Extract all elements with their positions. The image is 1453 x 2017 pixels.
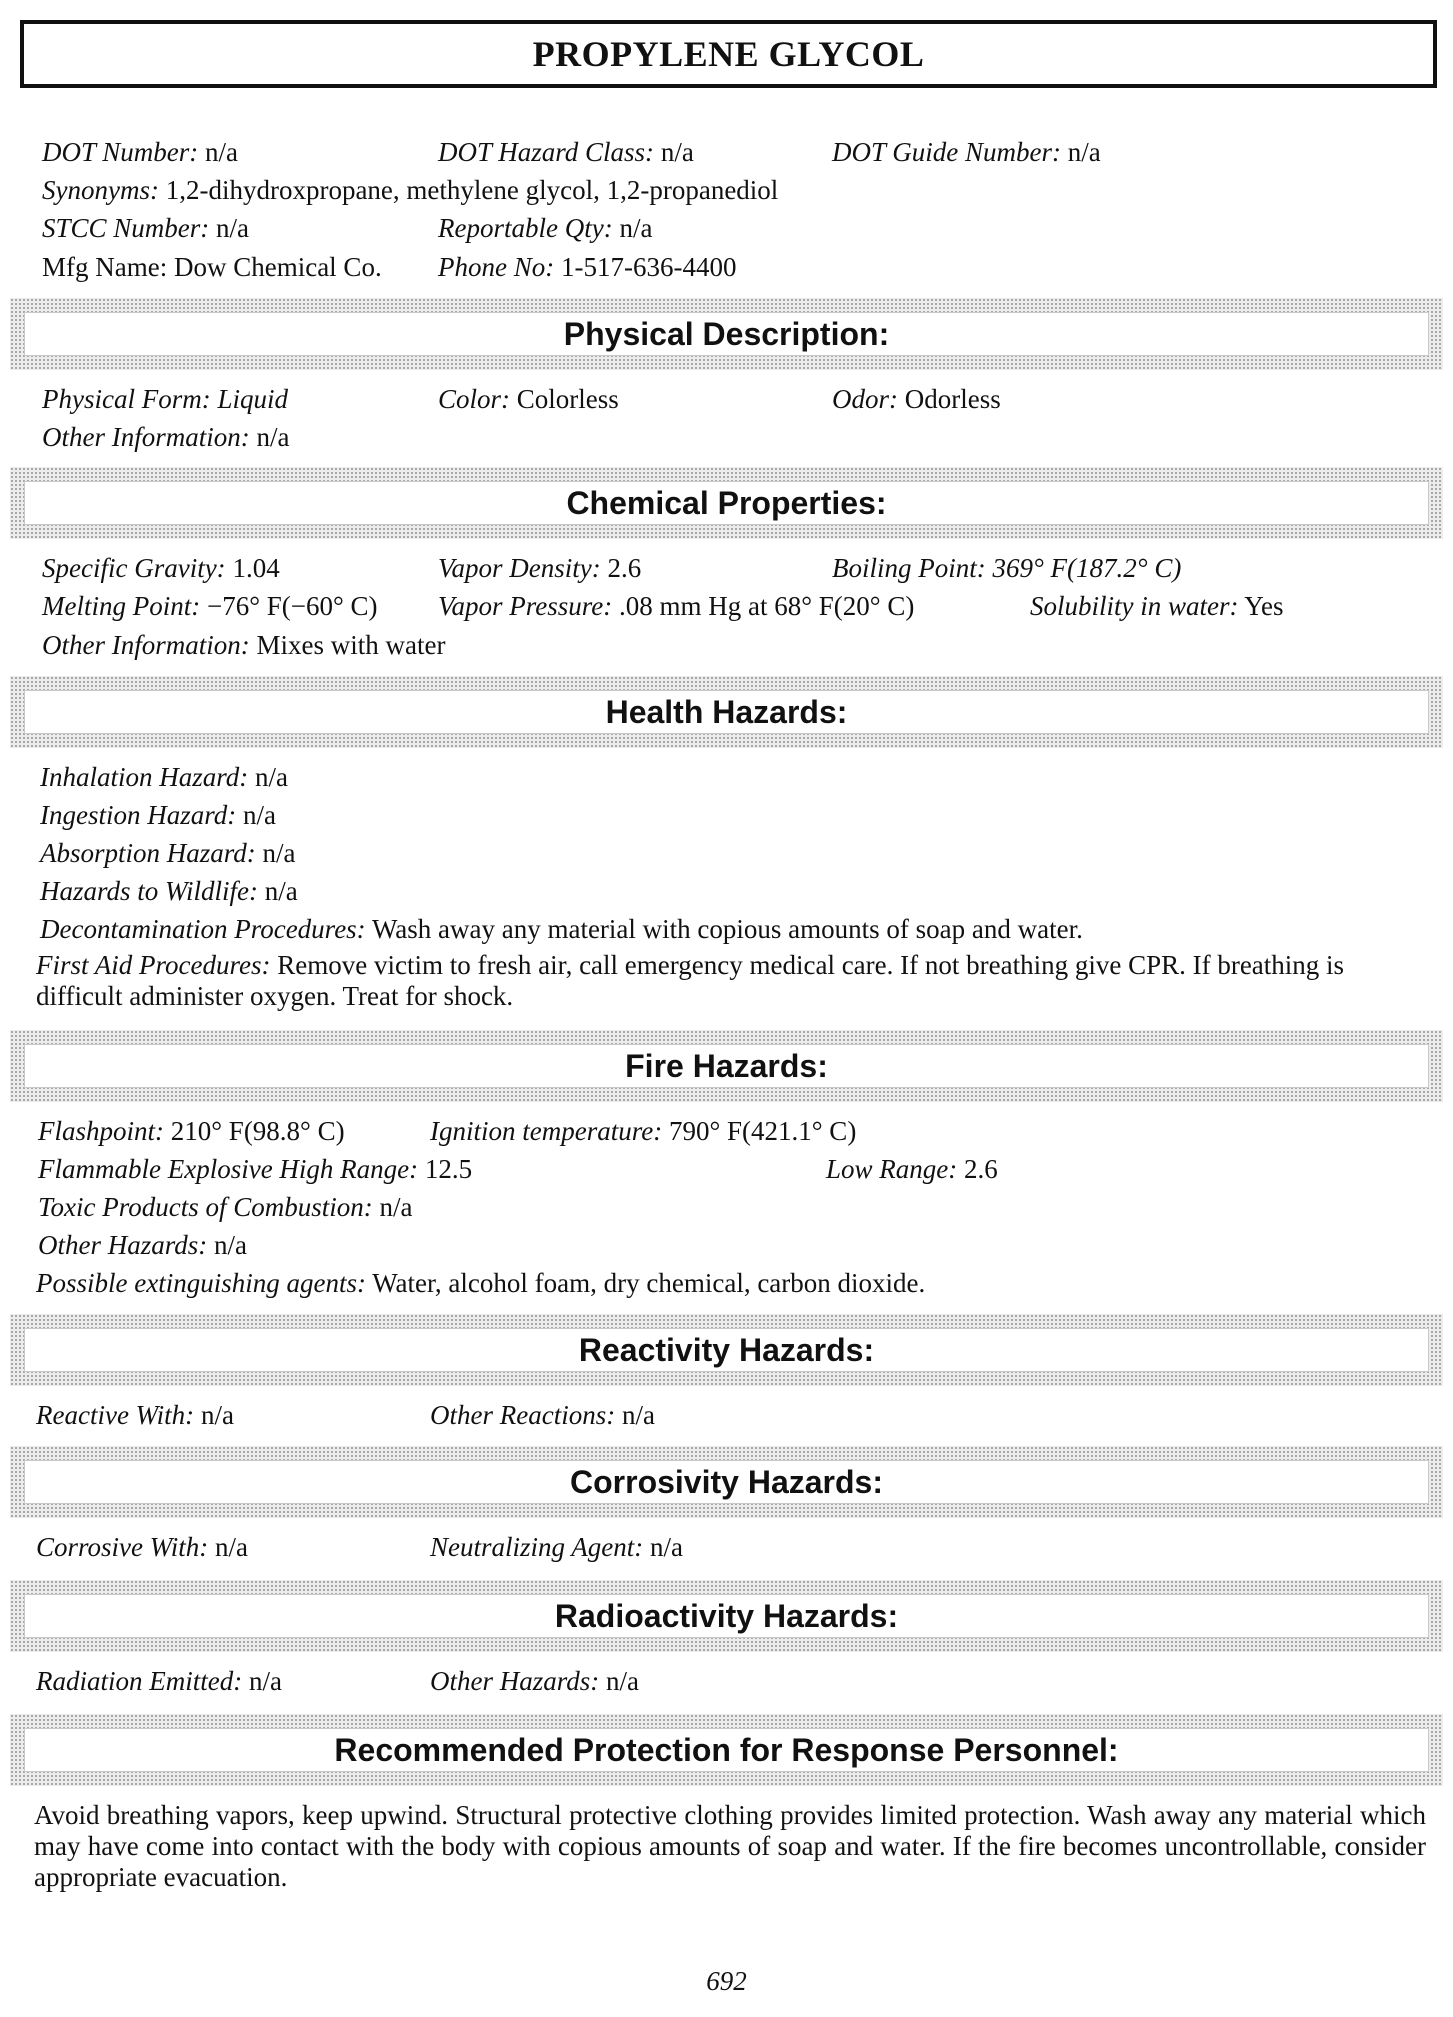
vapor-density-field: [438, 549, 641, 587]
field-value: 369° F(187.2° C): [992, 553, 1182, 583]
color-field: [438, 380, 619, 418]
field-value: 790° F(421.1° C): [668, 1116, 857, 1146]
high-range-field: [38, 1150, 472, 1188]
field-value: n/a: [621, 1400, 655, 1430]
section-header-health: [10, 676, 1443, 748]
section-header-chemical: [10, 467, 1443, 539]
radiation-emitted-field: [36, 1662, 282, 1700]
field-value: n/a: [205, 137, 239, 167]
field-label: Flashpoint:: [38, 1116, 164, 1146]
toxic-products-field: [38, 1188, 413, 1226]
field-value: 1-517-636-4400: [560, 252, 737, 282]
page-title: PROPYLENE GLYCOL: [532, 34, 925, 74]
field-value: n/a: [248, 1666, 282, 1696]
inhalation-hazard-field: [40, 758, 288, 796]
field-label: Inhalation Hazard:: [40, 762, 249, 792]
other-reactions-field: [430, 1396, 655, 1434]
dot-guide-number-field: [832, 133, 1101, 171]
section-title: Fire Hazards:: [625, 1048, 828, 1084]
field-label: Other Information:: [42, 422, 250, 452]
field-label: Hazards to Wildlife:: [40, 876, 259, 906]
other-information-field: [42, 418, 289, 456]
field-value: n/a: [650, 1532, 683, 1562]
decontamination-field: [40, 910, 1083, 948]
field-value: n/a: [262, 838, 296, 868]
section-header-radioactivity: [10, 1580, 1443, 1652]
field-label: Other Reactions:: [430, 1400, 616, 1430]
field-label: Specific Gravity:: [42, 553, 226, 583]
field-label: STCC Number:: [42, 213, 210, 243]
field-label: Low Range:: [826, 1154, 958, 1184]
ignition-temperature-field: [430, 1112, 856, 1150]
dot-hazard-class-field: [438, 133, 694, 171]
physical-form-field: [42, 380, 288, 418]
section-title: Corrosivity Hazards:: [570, 1464, 883, 1500]
field-label: Possible extinguishing agents:: [36, 1268, 366, 1298]
field-label: DOT Guide Number:: [832, 137, 1061, 167]
field-label: Solubility in water:: [1030, 591, 1239, 621]
field-value: n/a: [200, 1400, 234, 1430]
extinguishing-agents-field: [36, 1264, 925, 1302]
field-value: n/a: [619, 213, 653, 243]
section-title: Health Hazards:: [605, 694, 848, 730]
absorption-hazard-field: [40, 834, 296, 872]
field-value: n/a: [606, 1666, 640, 1696]
field-value: n/a: [214, 1230, 248, 1260]
phone-field: [438, 248, 736, 286]
field-value: n/a: [1067, 137, 1101, 167]
field-label: Radiation Emitted:: [36, 1666, 243, 1696]
field-value: 12.5: [424, 1154, 473, 1184]
field-label: Odor:: [832, 384, 898, 414]
field-value: n/a: [243, 800, 276, 830]
field-label: Reportable Qty:: [438, 213, 613, 243]
low-range-field: [826, 1150, 998, 1188]
field-label: Decontamination Procedures:: [40, 914, 366, 944]
field-value: Dow Chemical Co.: [173, 252, 382, 282]
field-value: Water, alcohol foam, dry chemical, carbon dioxide.: [372, 1268, 926, 1298]
field-label: Melting Point:: [42, 591, 201, 621]
field-label: Phone No:: [438, 252, 555, 282]
field-value: Yes: [1244, 591, 1284, 621]
field-value: Liquid: [217, 384, 288, 414]
ingestion-hazard-field: [40, 796, 276, 834]
field-label: Synonyms:: [42, 175, 159, 205]
section-header-corrosivity: [10, 1446, 1443, 1518]
field-value: 210° F(98.8° C): [170, 1116, 345, 1146]
title-box: [20, 20, 1437, 88]
first-aid-field: [36, 950, 1426, 1012]
synonyms-field: [42, 171, 778, 209]
page-number: 692: [706, 1966, 747, 1996]
field-value: Mixes with water: [256, 630, 446, 660]
field-value: −76° F(−60° C): [206, 591, 378, 621]
melting-point-field: [42, 587, 378, 625]
field-label: Flammable Explosive High Range:: [38, 1154, 419, 1184]
field-value: Odorless: [904, 384, 1001, 414]
specific-gravity-field: [42, 549, 280, 587]
field-label: Ingestion Hazard:: [40, 800, 237, 830]
section-header-physical: [10, 298, 1443, 370]
field-label: DOT Number:: [42, 137, 199, 167]
corrosive-with-field: [36, 1528, 248, 1566]
odor-field: [832, 380, 1001, 418]
vapor-pressure-field: [438, 587, 914, 625]
field-value: n/a: [256, 422, 290, 452]
reportable-qty-field: [438, 209, 652, 247]
field-value: n/a: [264, 876, 298, 906]
dot-number-field: [42, 133, 238, 171]
field-label: Toxic Products of Combustion:: [38, 1192, 373, 1222]
field-value: n/a: [215, 1532, 248, 1562]
field-value: 1,2-dihydroxpropane, methylene glycol, 1,2-propanediol: [165, 175, 779, 205]
protection-text: Avoid breathing vapors, keep upwind. Structural protective clothing provides limited protection. Wash away any material which may have come into contact with the body with copious amounts of soap and water. If the fire becomes uncontrollable, consider appropriate evacuation.: [34, 1800, 1426, 1892]
field-value: Remove victim to fresh air, call emergency medical care. If not breathing give CPR. If breathing is difficult administer oxygen. Treat for shock.: [36, 950, 1345, 1011]
field-value: Wash away any material with copious amounts of soap and water.: [371, 914, 1083, 944]
field-value: n/a: [660, 137, 694, 167]
field-label: DOT Hazard Class:: [438, 137, 655, 167]
field-label: First Aid Procedures:: [36, 950, 271, 980]
field-label: Other Hazards:: [38, 1230, 208, 1260]
flashpoint-field: [38, 1112, 345, 1150]
field-label: Mfg Name:: [42, 252, 168, 282]
boiling-point-field: [832, 549, 1181, 587]
field-value: n/a: [255, 762, 288, 792]
section-title: Physical Description:: [563, 316, 890, 352]
field-label: Corrosive With:: [36, 1532, 209, 1562]
section-title: Reactivity Hazards:: [578, 1332, 875, 1368]
other-hazards-field: [430, 1662, 639, 1700]
section-title: Radioactivity Hazards:: [554, 1598, 899, 1634]
section-header-protection: [10, 1714, 1443, 1786]
field-label: Ignition temperature:: [430, 1116, 663, 1146]
field-value: n/a: [216, 213, 250, 243]
field-label: Physical Form:: [42, 384, 211, 414]
section-title: Chemical Properties:: [566, 485, 887, 521]
field-label: Other Information:: [42, 630, 250, 660]
other-hazards-field: [38, 1226, 247, 1264]
neutralizing-agent-field: [430, 1528, 683, 1566]
field-label: Reactive With:: [36, 1400, 195, 1430]
stcc-number-field: [42, 209, 249, 247]
section-title: Recommended Protection for Response Personnel:: [334, 1732, 1119, 1768]
field-label: Absorption Hazard:: [40, 838, 256, 868]
solubility-field: [1030, 587, 1284, 625]
field-value: 1.04: [232, 553, 280, 583]
field-label: Neutralizing Agent:: [430, 1532, 644, 1562]
field-value: Colorless: [516, 384, 619, 414]
field-label: Vapor Density:: [438, 553, 601, 583]
field-label: Vapor Pressure:: [438, 591, 613, 621]
section-header-reactivity: [10, 1314, 1443, 1386]
other-information-field: [42, 626, 445, 664]
field-value: 2.6: [607, 553, 642, 583]
field-value: n/a: [379, 1192, 413, 1222]
mfg-name-field: [42, 248, 382, 286]
field-value: 2.6: [964, 1154, 998, 1184]
field-label: Color:: [438, 384, 511, 414]
section-header-fire: [10, 1030, 1443, 1102]
wildlife-hazard-field: [40, 872, 298, 910]
reactive-with-field: [36, 1396, 234, 1434]
field-label: Other Hazards:: [430, 1666, 600, 1696]
field-label: Boiling Point:: [832, 553, 986, 583]
field-value: .08 mm Hg at 68° F(20° C): [618, 591, 915, 621]
